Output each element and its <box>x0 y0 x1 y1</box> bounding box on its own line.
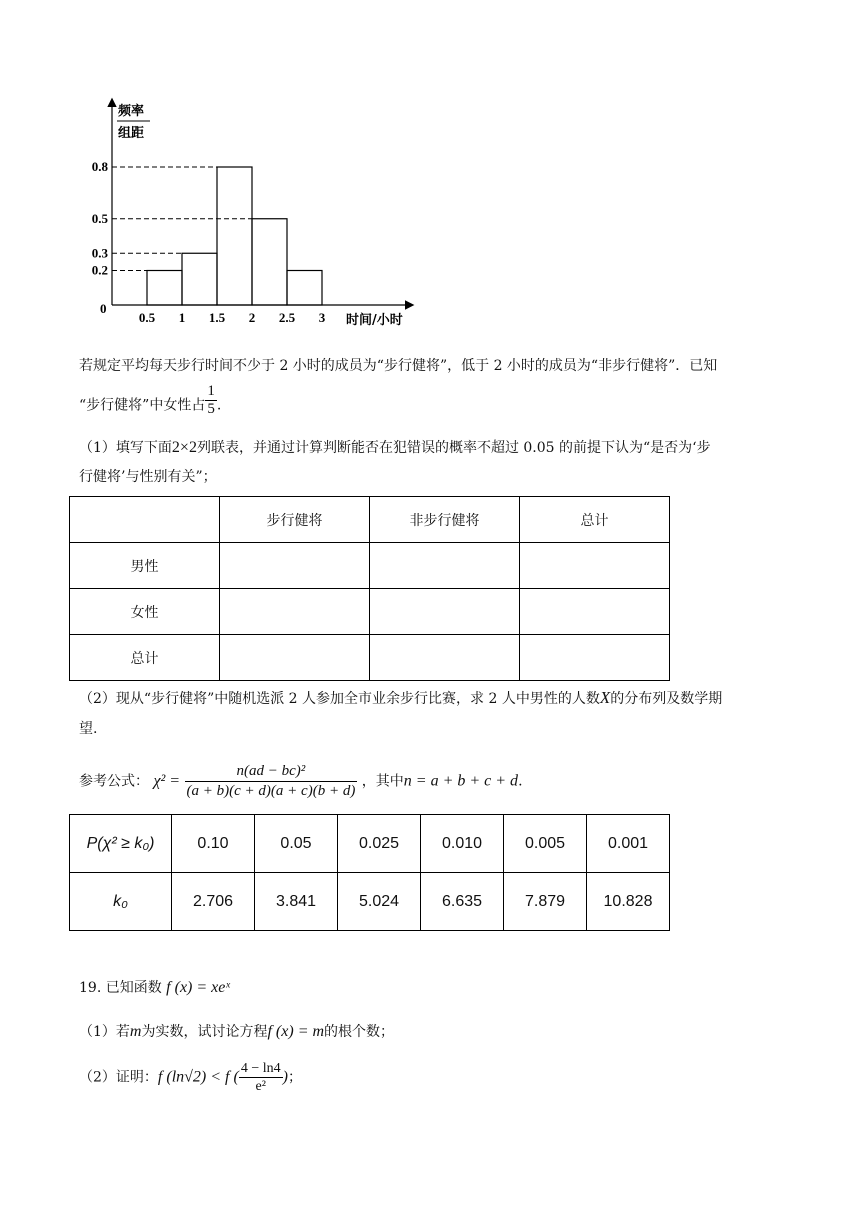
table-cell: 6.635 <box>421 873 504 931</box>
paragraph-line <box>79 383 222 418</box>
histogram-bar <box>287 271 322 306</box>
x-axis-label: 时间/小时 <box>346 313 403 328</box>
histogram-bar <box>252 219 287 305</box>
table-cell: 非步行健将 <box>370 497 520 543</box>
x-tick-label: 3 <box>318 310 326 325</box>
contingency-table <box>69 496 670 681</box>
table-cell <box>220 635 370 681</box>
formula-label: 参考公式： <box>79 773 149 790</box>
math-inequality-rhs: ) <box>282 1068 288 1086</box>
table-cell: 步行健将 <box>220 497 370 543</box>
formula-numerator: n(ad − bc)² <box>236 763 306 779</box>
table-cell <box>520 543 670 589</box>
math-inequality-lhs: f (ln√2) < f ( <box>157 1068 239 1086</box>
text-segment: ，其中 <box>361 773 404 790</box>
formula-denominator: (a + b)(c + d)(a + c)(b + d) <box>186 783 356 799</box>
text-segment: 的根个数； <box>324 1024 395 1040</box>
question-19-part-1 <box>79 1022 394 1042</box>
table-cell: 0.10 <box>172 815 255 873</box>
formula-fraction <box>185 762 358 801</box>
text-segment: （1）若 <box>79 1024 130 1040</box>
math-equation: f (x) = m <box>267 1023 325 1040</box>
text-segment: （2）证明： <box>79 1069 158 1086</box>
x-tick-label: 2.5 <box>278 310 296 325</box>
x-tick-label: 1 <box>178 310 186 325</box>
x-tick-label: 1.5 <box>208 310 226 325</box>
table-cell: k₀ <box>70 873 172 931</box>
text-segment: ； <box>287 1069 302 1086</box>
x-tick-label: 0.5 <box>138 310 156 325</box>
formula-n-definition: n = a + b + c + d <box>403 772 519 790</box>
question-2-line <box>79 688 722 709</box>
histogram-bar <box>217 167 252 305</box>
table-cell <box>520 635 670 681</box>
table-cell: 0.010 <box>421 815 504 873</box>
table-cell: 总计 <box>520 497 670 543</box>
x-tick-label: 2 <box>248 310 256 325</box>
text-segment: 为实数，试讨论方程 <box>141 1024 268 1040</box>
table-row <box>70 543 670 589</box>
reference-formula <box>79 762 523 801</box>
text-segment: 的分布列及数学期 <box>610 691 723 707</box>
table-header-row <box>70 497 670 543</box>
table-cell <box>370 635 520 681</box>
text-segment: 19. 已知函数 <box>79 980 162 996</box>
origin-label: 0 <box>100 301 107 316</box>
table-cell: 0.001 <box>587 815 670 873</box>
text-segment: “步行健将”中女性占 <box>79 397 206 414</box>
math-function-definition: f (x) = xeˣ <box>166 979 230 996</box>
math-variable-X: X <box>599 688 611 707</box>
table-cell <box>220 543 370 589</box>
y-axis-label-top: 频率 <box>118 104 145 119</box>
text-segment: . <box>216 397 222 414</box>
table-row <box>70 635 670 681</box>
table-cell: 0.025 <box>338 815 421 873</box>
question-1-line: 行健将’与性别有关”； <box>79 469 217 485</box>
frequency-histogram <box>0 0 430 340</box>
y-tick-labels <box>92 159 109 278</box>
fraction-one-fifth <box>205 383 217 418</box>
text-segment: （2）现从“步行健将”中随机选派 2 人参加全市业余步行比赛，求 2 人中男性的人数 <box>79 691 600 707</box>
table-cell: 总计 <box>70 635 220 681</box>
table-cell: 10.828 <box>587 873 670 931</box>
y-tick-label: 0.8 <box>91 159 108 174</box>
math-variable-m: m <box>129 1023 142 1040</box>
y-tick-label: 0.2 <box>91 262 108 278</box>
table-cell <box>370 589 520 635</box>
text-segment: （1）填写下面 <box>79 440 172 456</box>
fraction-denominator: 5 <box>207 401 215 417</box>
table-row <box>70 589 670 635</box>
table-cell: 0.05 <box>255 815 338 873</box>
question-19-stem <box>79 978 230 998</box>
table-row <box>70 815 670 873</box>
histogram-bar <box>147 271 182 306</box>
fraction-numerator: 1 <box>207 383 215 399</box>
table-cell: 5.024 <box>338 873 421 931</box>
text-segment: 列联表，并通过计算判断能否在犯错误的概率不超过 0.05 的前提下认为“是否为‘步 <box>196 440 711 456</box>
table-cell: 7.879 <box>504 873 587 931</box>
table-cell: 3.841 <box>255 873 338 931</box>
y-axis-label-bottom: 组距 <box>118 126 145 141</box>
chi-square-critical-table <box>69 814 670 931</box>
y-tick-label: 0.5 <box>91 210 108 226</box>
x-tick-labels <box>139 310 326 325</box>
table-cell <box>520 589 670 635</box>
math-fraction <box>239 1060 283 1095</box>
table-cell: 男性 <box>70 543 220 589</box>
math-2x2: 2×2 <box>171 439 197 456</box>
fraction-denominator: e² <box>239 1077 283 1095</box>
table-cell: 女性 <box>70 589 220 635</box>
table-cell <box>220 589 370 635</box>
question-2-line: 望. <box>79 721 98 737</box>
table-cell <box>370 543 520 589</box>
question-19-part-2 <box>79 1060 302 1095</box>
table-row <box>70 873 670 931</box>
text-segment: . <box>518 773 523 790</box>
formula-lhs: χ² = <box>153 772 181 790</box>
fraction-numerator: 4 − ln4 <box>240 1061 281 1076</box>
table-cell: 0.005 <box>504 815 587 873</box>
table-cell: 2.706 <box>172 873 255 931</box>
y-tick-label: 0.3 <box>91 245 108 261</box>
paragraph-line: 若规定平均每天步行时间不少于 2 小时的成员为“步行健将”，低于 2 小时的成员为“非步行健将”．已知 <box>79 358 718 374</box>
table-cell <box>70 497 220 543</box>
question-1-line <box>79 438 711 458</box>
table-cell: P(χ² ≥ k₀) <box>70 815 172 873</box>
histogram-bar <box>182 253 217 305</box>
histogram-bars <box>147 167 322 305</box>
